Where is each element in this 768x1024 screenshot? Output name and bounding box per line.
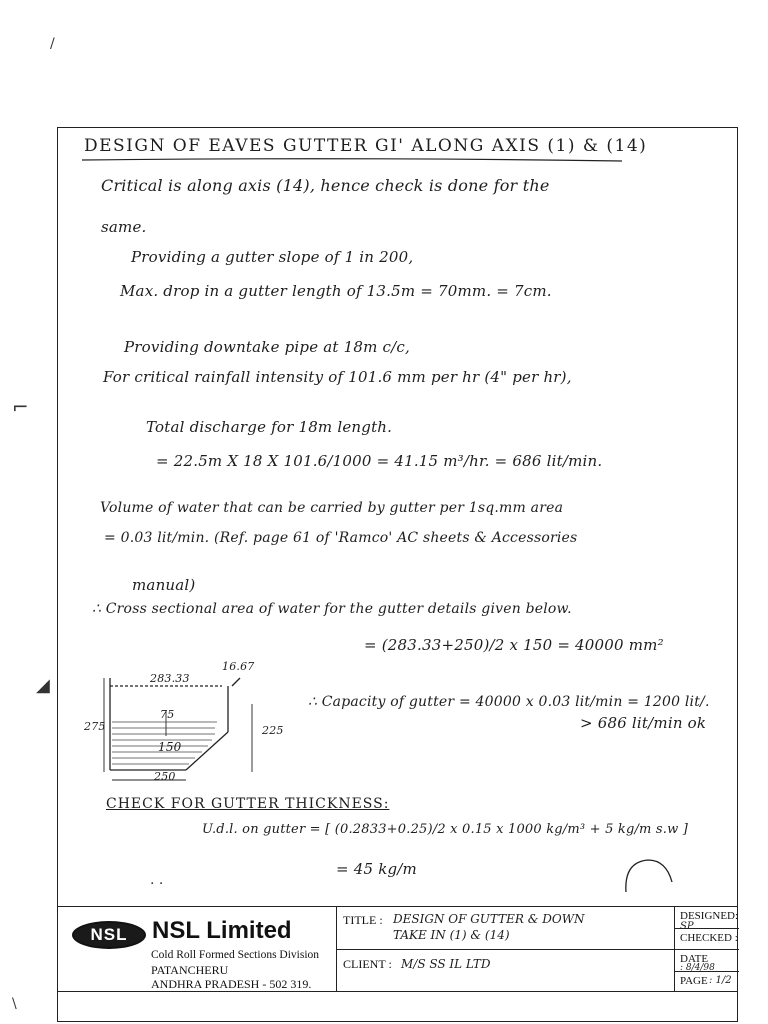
signoff-cell [675,907,739,991]
date-value: : 8/4/98 [680,963,715,973]
address-line-2: ANDHRA PRADESH - 502 319. [151,977,312,991]
dim-water-depth: 75 [160,708,175,721]
dot-mark: . . [150,872,164,888]
text-line: > 686 lit/min ok [580,714,707,732]
address-line-1: PATANCHERU [151,963,229,977]
dim-right-depth: 225 [262,724,284,737]
margin-mark: ◢ [36,675,50,696]
page-value: : 1/2 [709,975,732,986]
signoff-divider [675,928,739,929]
text-line: = (283.33+250)/2 x 150 = 40000 mm² [364,636,664,654]
text-line: manual) [132,576,196,594]
dim-bottom-width: 250 [154,770,176,783]
text-line: = 22.5m X 18 X 101.6/1000 = 41.15 m³/hr. = 686 lit/min. [156,452,603,470]
margin-mark: / [50,36,55,52]
dim-outer-depth: 275 [84,720,106,733]
page-label: PAGE [680,975,708,987]
udl-result: = 45 kg/m [336,860,417,878]
nsl-logo [72,921,146,949]
margin-mark: \ [12,996,17,1012]
text-line: Volume of water that can be carried by gutter per 1sq.mm area [100,500,564,516]
text-line: = 0.03 lit/min. (Ref. page 61 of 'Ramco' AC sheets & Accessories [104,530,578,546]
checked-label: CHECKED : [680,932,738,944]
date-label: DATE [680,953,709,965]
client-value: M/S SS IL LTD [401,957,491,971]
company-name: NSL Limited [152,917,292,944]
company-cell [58,907,337,991]
title-divider [337,949,674,950]
dim-top-width: 283.33 [150,672,190,685]
pen-scribble [620,852,680,898]
heading-underline [82,157,622,163]
gutter-sloped-side [186,732,228,770]
text-line: ∴ Cross sectional area of water for the gutter details given below. [92,601,572,617]
designed-value: SP [680,921,694,932]
text-line: Total discharge for 18m length. [146,418,393,436]
udl-line: U.d.l. on gutter = [ (0.2833+0.25)/2 x 0.15 x 1000 kg/m³ + 5 kg/m s.w ] [202,822,689,837]
text-line: Providing downtake pipe at 18m c/c, [124,338,410,356]
text-line: same. [101,218,147,236]
title-label: TITLE : [343,913,383,927]
sheet-heading: DESIGN OF EAVES GUTTER GI' ALONG AXIS (1) & (14) [84,136,648,156]
client-label: CLIENT : [343,957,392,971]
designed-label: DESIGNED: [680,910,739,922]
dim-offset: 16.67 [222,660,255,673]
text-line: For critical rainfall intensity of 101.6 mm per hr (4" per hr), [103,368,572,386]
signoff-divider [675,971,739,972]
division-name: Cold Roll Formed Sections Division [151,949,320,961]
title-client-cell [337,907,675,991]
logo-text: NSL [90,925,128,944]
signoff-divider [675,949,739,950]
gutter-lip [232,678,240,686]
text-line: Providing a gutter slope of 1 in 200, [131,248,414,266]
text-line: ∴ Capacity of gutter = 40000 x 0.03 lit/min = 1200 lit/. [308,694,710,710]
dim-water-level: 150 [158,740,182,754]
text-line: Critical is along axis (14), hence check is done for the [101,176,550,195]
text-line: Max. drop in a gutter length of 13.5m = 70mm. = 7cm. [120,282,552,300]
title-value: DESIGN OF GUTTER & DOWN TAKE IN (1) & (14) [393,912,585,942]
thickness-heading: CHECK FOR GUTTER THICKNESS: [106,796,390,812]
title-block [57,906,738,992]
margin-mark: ⌐ [12,395,29,419]
